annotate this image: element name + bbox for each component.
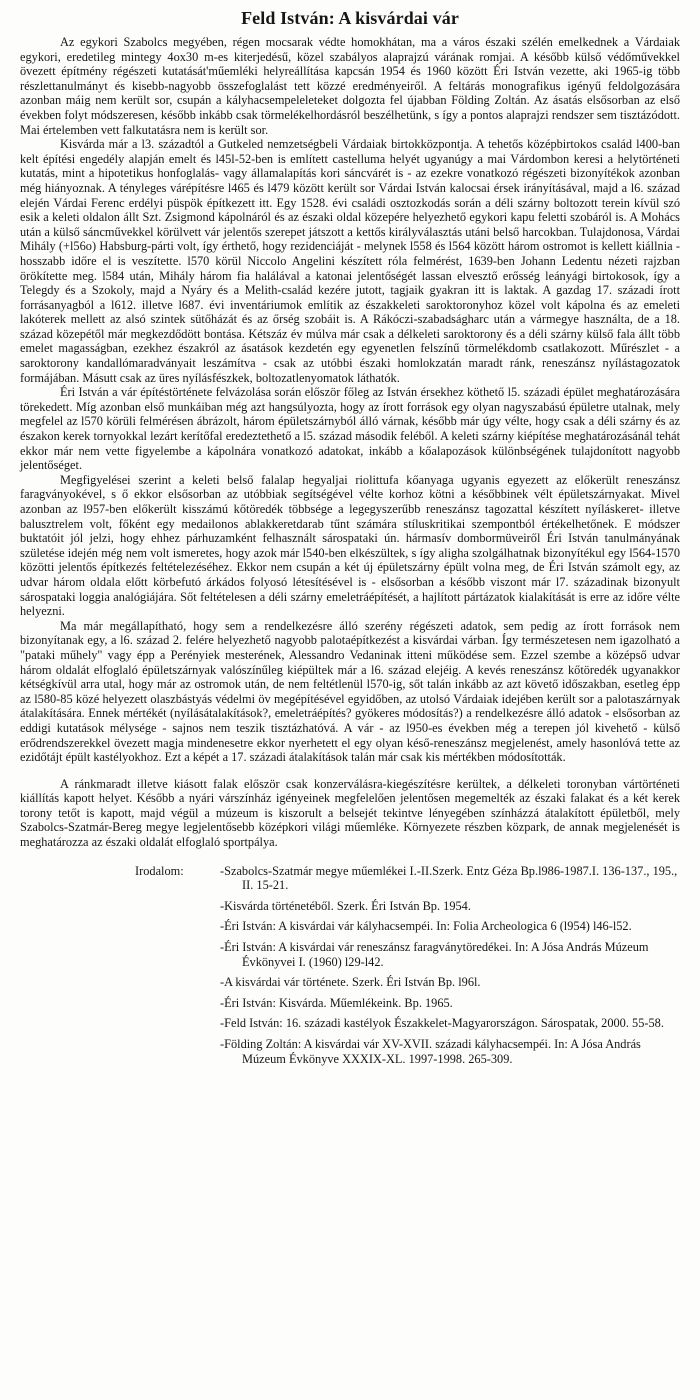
bibliography bbox=[20, 864, 680, 1067]
bibliography-list bbox=[20, 864, 680, 1067]
paragraph: Az egykori Szabolcs megyében, régen mocsarak védte homokhátan, ma a város északi szélén emelkednek a Várdaiak egykori, eredetileg mintegy 4ox30 m-es kiterjedésű, közel szabályos alaprajzú várának romjai. A később külső védőművekkel övezett építmény régészeti kutatását'műemléki helyreállítása kapcsán 1954 és 1960 között Éri István vezette, aki 1965-ig több részlettanulmányt és kisebb-nagyobb összefoglalást tett közzé eredményeiről. A feltárás monografikus igényű feldolgozására azonban máig nem került sor, csupán a kályhacsempeleleteket dolgozta fel újabban Földing Zoltán. Az ásatás elsősorban az első években folyt módszeresen, később inkább csak törmelékelhordásról beszélhetünk, s így a pontos alaprajzi rendszer sem tisztázódott. Mai értelemben vett falkutatásra nem is került sor. bbox=[20, 35, 680, 137]
paragraph: Kisvárda már a l3. századtól a Gutkeled nemzetségbeli Várdaiak birtokközpontja. A tehetős középbirtokos család l400-ban kelt építési engedély alapján emelt és l45l-52-ben is említett castelluma helyét ugyanúgy a mai Várdombon keresi a helytörténeti kutatás, mint a hipotetikus honfoglalás- vagy államalapítás kori sáncvárét is - az ezekre vonatkozó régészeti bizonyítékok azonban még hiányoznak. A tényleges várépítésre l465 és l479 között került sor Várdai István kalocsai érsek irányításával, majd a l6. század elején Várdai Ferenc erdélyi püspök építkezett itt. Egy 1528. évi családi osztozkodás során a déli szárny boltozott terein kívül szó esik a keleti oldalon állt Szt. Zsigmond kápolnáról és az északi oldal közepére helyezhető egykori kapu feletti szobáról is. A Mohács után a külső sáncművekkel körülvett vár jelentős szerepet játszott a kettős királyválasztás utáni belső harcokban. Tulajdonosa, Várdai Mihály (+l56o) Habsburg-párti volt, így érthető, hogy rezidenciáját - melynek l558 és l564 között három ostromot is kellett kiállnia - hosszabb időre el is veszítette. l570 körül Niccolo Angelini készített róla felmérést, 1639-ben Johann Ledentu nézeti rajzban örökítette meg. l584 után, Mihály három fia halálával a katonai jelentőségét lassan elvesztő erősség leányági birtokosok, így a Telegdy és a Szokoly, majd a Nyáry és a Melith-család kezére jutott, tagjaik gyakran itt is laktak. A gazdag 17. századi írott forrásanyagból a l612. illetve l687. évi inventáriumok említik az északkeleti saroktoronyhoz közel volt kápolna és az emeleti lakóterek mellett az alsó szintek sütőházát és az őrség szobáit is. A Rákóczi-szabadságharc után a vármegye használta, de a 18. század közepétől már megkezdődött bontása. Kétszáz év múlva már csak a délkeleti saroktorony és a déli szárny külső fala állt több emelet magasságban, ezekhez északról az ásatások kezdetén egy egyenetlen felszínű törmelékdomb csatlakozott. Műrészlet - a saroktorony kandallómaradványait leszámítva - csak az utóbbi északi homlokzatán maradt ránk, reneszánsz nyílástagozatok formájában. Másutt csak az üres nyílásfészkek, boltozatlenyomatok láthatók. bbox=[20, 137, 680, 385]
bibliography-item: -Éri István: A kisvárdai vár reneszánsz faragványtöredékei. In: A Jósa András Múzeum Évkönyvei I. (1960) l29-l42. bbox=[220, 940, 649, 969]
paragraph: Megfigyelései szerint a keleti belső falalap hegyaljai riolittufa kőanyaga ugyanis egyezett az előkerült reneszánsz faragványokével, s ő ekkor elsősorban az utóbbiak segítségével vélte korhoz kötni a későbbinek vélt épületszárnyakat. Mivel azonban az l957-ben előkerült kisszámú kőtöredék többsége a legegyszerűbb reneszánsz tagozattal készített nyíláskeret- illetve balusztrelem volt, főként egy medailonos ablakkeretdarab tűnt számára stíluskritikai szempontból értékelhetőnek. E módszer buktatóit jól jelzi, hogy ehhez párhuzamként felhasznált sárospataki ún. hármasív dombormüveiről Éri István tanulmányának születése idején még nem volt ismeretes, hogy azok már l540-ben elkészültek, s így aligha szolgálhatnak bizonyítékul egy l564-1570 közötti jelentős építkezés feltételezéséhez. Ekkor nem csupán a két új épületszárny épült volna meg, de Éri István számolt egy, az udvar három oldala előtt körbefutó árkádos folyosó létesítésével is - elsősorban a később viszont már l7. századinak bizonyult sárospataki loggia analógiájára. Sőt feltételesen a déli szárny emeletráépítését, a hajlított pártázatok kialakítását is erre az időre vélte helyezni. bbox=[20, 472, 680, 619]
bibliography-item: -Földing Zoltán: A kisvárdai vár XV-XVII. századi kályhacsempéi. In: A Jósa András Múzeum Évkönyve XXXIX-XL. 1997-1998. 265-309. bbox=[220, 1037, 641, 1066]
bibliography-item: -Éri István: A kisvárdai vár kályhacsempéi. In: Folia Archeologica 6 (l954) l46-l52. bbox=[220, 919, 632, 934]
paragraph: Ma már megállapítható, hogy sem a rendelkezésre álló szerény régészeti adatok, sem pedig az írott források nem bizonyítanak egy, a l6. század 2. felére helyezhető nagyobb palotaépítkezést a kisvárdai várban. Így természetesen nem igazolható a "pataki műhely" vagy épp a Perényiek mesterének, Alessandro Vedaninak itteni működése sem. Ezzel szembe a középső udvar három oldalát elfoglaló épületszárnyak valószínűleg kiépültek már a l6. század elejéig. A kevés reneszánsz kőtöredék ugyanakkor kétségkívül arra utal, hogy már az ostromok után, de nem feltétlenül l570-ig, sőt talán inkább az azt követő időszakban, esetleg épp az l580-85 közé helyezett olaszbástyás védelmi öv megépítésével egyidőben, az utolsó Várdaiak idejében került sor a palotaszárnyak átalakítására. Ennek mértékét (nyílásátalakítások?, emeletráépítés? gyökeres módosítás?) a rendelkezésre álló adatok - elsősorban az eddigi kutatások mélysége - sajnos nem teszik tisztázhatóvá. A vár - az l950-es években még a terepen jól kivehető - külső erődrendszerekkel övezett magja mindenesetre ekkor nyerhetett el egy olyan késő-reneszánsz megjelenést, amely hasonlóvá tette az ezidőtájt épült kastélyokhoz. Ezt a képét a 17. századi átalakítások talán már csak kis mértékben módosították. bbox=[20, 618, 680, 765]
article-body bbox=[20, 35, 680, 850]
bibliography-item: -Feld István: 16. századi kastélyok Északkelet-Magyarországon. Sárospatak, 2000. 55-58. bbox=[220, 1016, 664, 1031]
bibliography-item: -Kisvárda történetéből. Szerk. Éri István Bp. 1954. bbox=[220, 898, 471, 913]
bibliography-label: Irodalom: bbox=[135, 863, 184, 878]
bibliography-item: -Szabolcs-Szatmár megye műemlékei I.-II.Szerk. Entz Géza Bp.l986-1987.I. 136-137., 195., II. 15-21. bbox=[220, 863, 678, 893]
paragraph: Éri István a vár építéstörténete felvázolása során először főleg az István érsekhez köthető l5. századi épület meghatározására törekedett. Míg azonban első munkáiban még azt hangsúlyozta, hogy az írott források egy olyan nagyszabású épületre utalnak, mely megfelel az l570 körüli felmérésen ábrázolt, három épületszárnyból álló várnak, később már úgy vélte, hogy csak a déli szárny és az északon kerek tornyokkal lezárt kerítőfal eredeztethető a l5. század második feléből. A keleti szárny kiépítése meghatározásánál tehát ekkor már nem vette figyelembe a kápolnára vonatkozó adatokat, inkább a kőalapozások különbségének tulajdonított nagyobb jelentőséget. bbox=[20, 385, 680, 473]
bibliography-item: -Éri István: Kisvárda. Műemlékeink. Bp. 1965. bbox=[220, 995, 453, 1010]
article-title: Feld István: A kisvárdai vár bbox=[241, 8, 459, 28]
bibliography-item: -A kisvárdai vár története. Szerk. Éri István Bp. l96l. bbox=[220, 975, 481, 990]
paragraph: A ránkmaradt illetve kiásott falak először csak konzerválásra-kiegészítésre kerültek, a délkeleti toronyban vártörténeti kiállítás kapott helyet. Később a nyári várszínház igényeinek megfelelően jelentősen megemelték az északi falakat és a két kerek torony tetőt is kapott, majd végül a múzeum is kiszorult a belsejét tekintve lényegében színházzá átalakított épületből, mely Szabolcs-Szatmár-Bereg megye legjelentősebb középkori világi műemléke. Környezete részben közpark, de annak megjelenését is meghatározza az északi oldalát elfoglaló sportpálya. bbox=[20, 776, 680, 850]
